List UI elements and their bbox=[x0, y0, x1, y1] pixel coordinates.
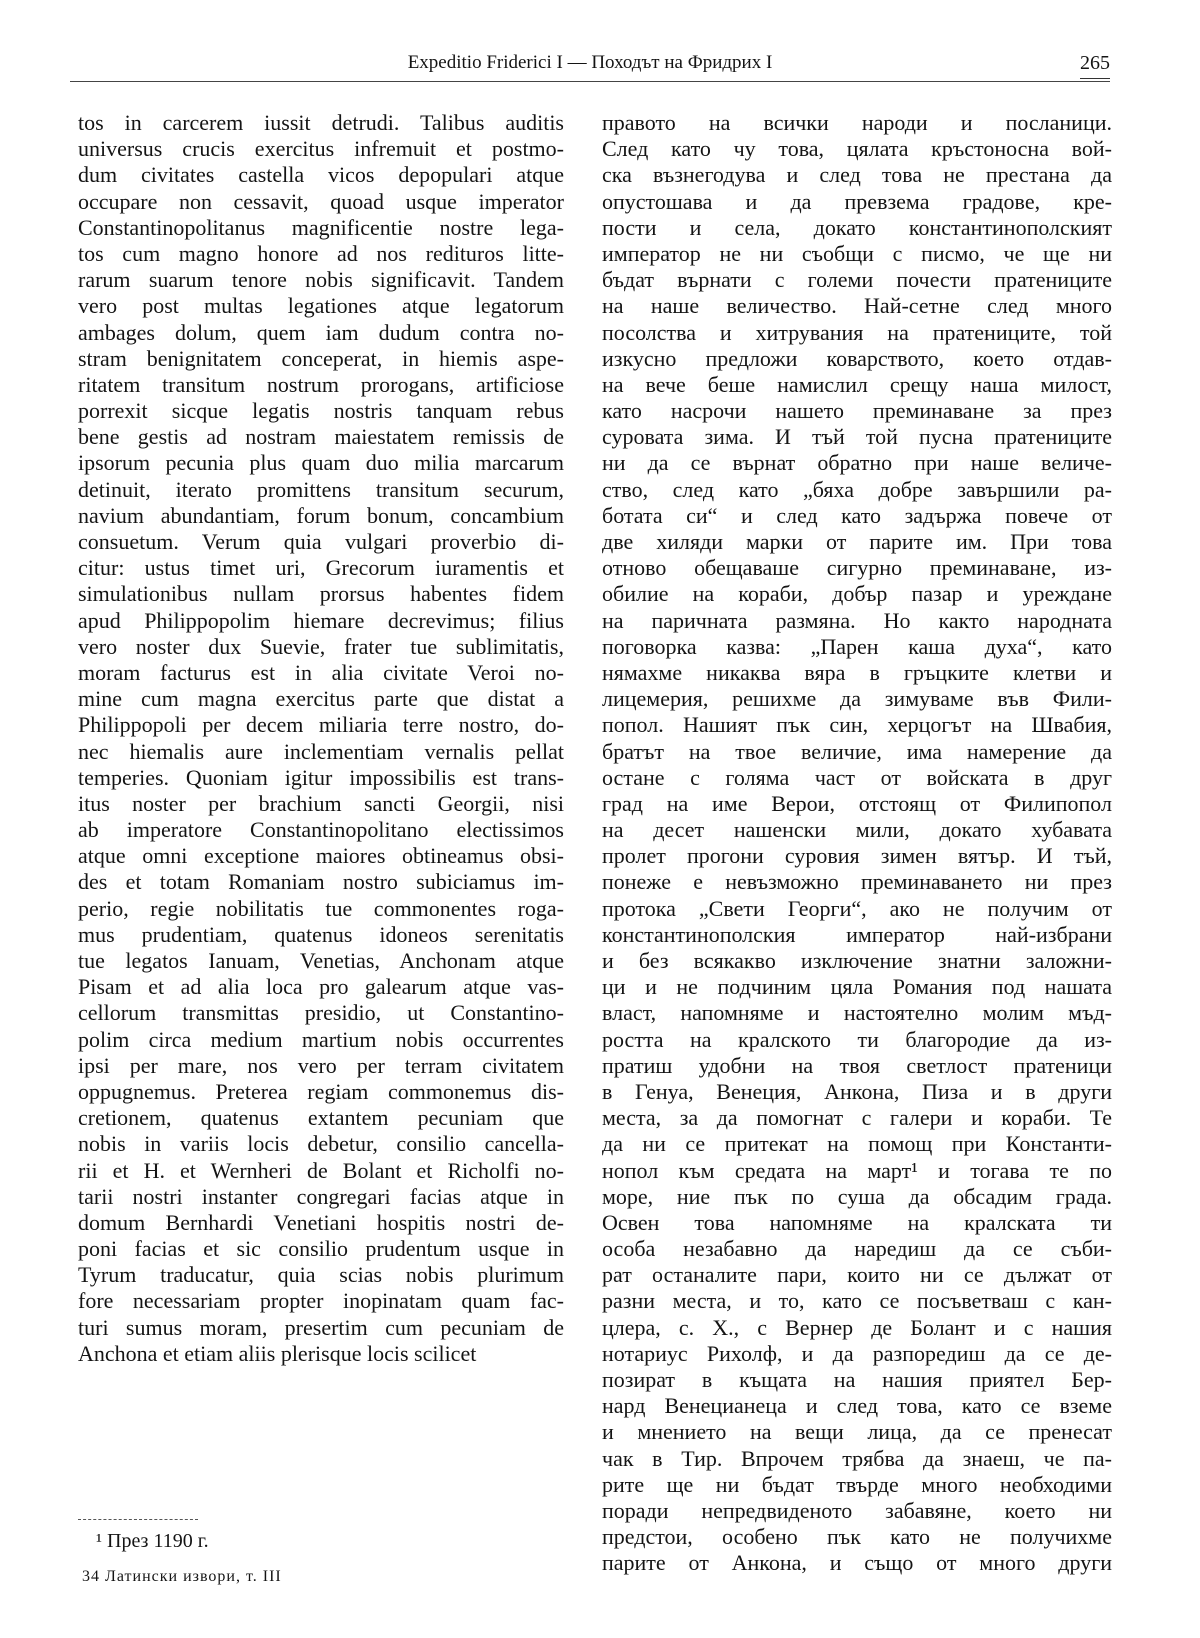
bulgarian-text-line: и мнението на вещи лица, да се пренесат bbox=[602, 1419, 1112, 1445]
latin-text-line: occupare non cessavit, quoad usque imperator bbox=[78, 188, 564, 214]
bulgarian-text-line: власт, напомняме и настоятелно молим мъд- bbox=[602, 1000, 1112, 1026]
bulgarian-text-line: остане с голяма част от войската в друг bbox=[602, 764, 1112, 790]
latin-text-column bbox=[78, 110, 564, 1367]
latin-text-line: atque omni exceptione maiores obtineamus obsi- bbox=[78, 843, 564, 869]
latin-text-line: itus noster per brachium sancti Georgii, nisi bbox=[78, 790, 564, 816]
bulgarian-text-line: ска възнегодува и след това не престана да bbox=[602, 162, 1112, 188]
latin-text-line: universus crucis exercitus infremuit et postmo- bbox=[78, 136, 564, 162]
latin-text-line: rarum suarum tenore nobis significavit. Tandem bbox=[78, 267, 564, 293]
latin-text-line: nobis in variis locis debetur, consilio cancella- bbox=[78, 1131, 564, 1157]
latin-text-line: tos in carcerem iussit detrudi. Talibus auditis bbox=[78, 110, 564, 135]
latin-text-line: cretionem, quatenus extantem pecuniam que bbox=[78, 1105, 564, 1131]
bulgarian-text-line: нямахме никаква вяра в гръцките клетви и bbox=[602, 659, 1112, 685]
bulgarian-text-line: на вече беше намислил срещу наша милост, bbox=[602, 371, 1112, 397]
bulgarian-text-line: протока „Свети Георги“, ако не получим от bbox=[602, 895, 1112, 921]
running-title: Expeditio Friderici I — Походът на Фридрих I bbox=[407, 52, 773, 73]
bulgarian-text-line: в Генуа, Венеция, Анкона, Пиза и в други bbox=[602, 1078, 1112, 1104]
bulgarian-text-line: град на име Верои, отстоящ от Филипопол bbox=[602, 790, 1112, 816]
latin-text-line: ritatem transitum nostrum prorogans, artificiose bbox=[78, 371, 564, 397]
latin-text-line: nec hiemalis aure inclementiam vernalis pellat bbox=[78, 738, 564, 764]
latin-text-line: tos cum magno honore ad nos redituros litte- bbox=[78, 240, 564, 266]
bulgarian-text-line: позират в къщата на нашия приятел Бер- bbox=[602, 1367, 1112, 1392]
bulgarian-text-line: ботата си“ и след като задържа повече от bbox=[602, 502, 1112, 528]
latin-text-line: poni facias et sic consilio prudentum usque in bbox=[78, 1236, 564, 1262]
latin-text-line: tarii nostri instanter congregari facias atque in bbox=[78, 1183, 564, 1209]
latin-text-line: ab imperatore Constantinopolitano electissimos bbox=[78, 817, 564, 843]
bulgarian-text-line: братът на твое величие, има намерение да bbox=[602, 738, 1112, 764]
bulgarian-text-line: да ни се притекат на помощ при Константи- bbox=[602, 1131, 1112, 1157]
bulgarian-text-line: понеже е невъзможно преминаването ни през bbox=[602, 869, 1112, 895]
bulgarian-text-line: и без всякакво изключение знатни заложни- bbox=[602, 948, 1112, 973]
bulgarian-text-line: посолства и хитрувания на пратениците, той bbox=[602, 319, 1112, 345]
latin-text-line: des et totam Romaniam nostro subiciamus im- bbox=[78, 869, 564, 895]
bulgarian-text-line: на десет нашенски мили, докато хубавата bbox=[602, 817, 1112, 843]
bulgarian-text-line: ци и не подчиним цяла Романия под нашата bbox=[602, 974, 1112, 1000]
footnote-rule bbox=[78, 1519, 198, 1520]
latin-text-line: ipsorum pecunia plus quam duo milia marcarum bbox=[78, 450, 564, 476]
bulgarian-text-line: море, ние пък по суша да обсадим града. bbox=[602, 1183, 1112, 1209]
latin-text-line: simulationibus nullam prorsus habentes fidem bbox=[78, 581, 564, 607]
bulgarian-text-line: нард Венецианеца и след това, като се вземе bbox=[602, 1393, 1112, 1419]
bulgarian-text-line: като насрочи нашето преминаване за през bbox=[602, 398, 1112, 424]
latin-text-line: Pisam et ad alia loca pro galearum atque vas- bbox=[78, 974, 564, 1000]
latin-text-line: turi sumus moram, presertim cum pecuniam de bbox=[78, 1314, 564, 1340]
latin-text-line: tue legatos Ianuam, Venetias, Anchonam atque bbox=[78, 948, 564, 973]
bulgarian-text-line: изкусно предложи коварството, което отдав- bbox=[602, 345, 1112, 371]
bulgarian-text-line: константинополския император най-избрани bbox=[602, 921, 1112, 947]
latin-text-line: temperies. Quoniam igitur impossibilis est trans- bbox=[78, 764, 564, 790]
bulgarian-text-line: рите ще ни бъдат твърде много необходими bbox=[602, 1471, 1112, 1497]
latin-text-line: navium abundantiam, forum bonum, concambium bbox=[78, 502, 564, 528]
bulgarian-text-line: пратиш удобни на твоя светлост пратеници bbox=[602, 1052, 1112, 1078]
bulgarian-text-line: особа незабавно да наредиш да се съби- bbox=[602, 1236, 1112, 1262]
latin-text-line: citur: ustus timet uri, Grecorum iuramentis et bbox=[78, 555, 564, 581]
latin-text-line: rii et H. et Wernheri de Bolant et Richolfi no- bbox=[78, 1157, 564, 1183]
bulgarian-text-line: суровата зима. И тъй той пусна пратениците bbox=[602, 424, 1112, 450]
bulgarian-text-line: ни да се върнат обратно при наше величе- bbox=[602, 450, 1112, 476]
bulgarian-text-line: обилие на кораби, добър пазар и уреждане bbox=[602, 581, 1112, 607]
bulgarian-text-line: ростта на кралското ти благородие да из- bbox=[602, 1026, 1112, 1052]
bulgarian-text-line: бъдат върнати с големи почести пратениците bbox=[602, 267, 1112, 293]
latin-text-line: oppugnemus. Preterea regiam commonemus dis- bbox=[78, 1078, 564, 1104]
bulgarian-text-line: цлера, с. Х., с Вернер де Болант и с нашия bbox=[602, 1314, 1112, 1340]
bulgarian-text-line: Освен това напомняме на кралската ти bbox=[602, 1209, 1112, 1235]
bulgarian-text-line: на наше величество. Най-сетне след много bbox=[602, 293, 1112, 319]
footnote: ¹ През 1190 г. bbox=[96, 1530, 209, 1552]
latin-text-line: detinuit, iterato promittens transitum securum, bbox=[78, 476, 564, 502]
latin-text-line: vero noster dux Suevie, frater tue sublimitatis, bbox=[78, 633, 564, 659]
bulgarian-text-line: поради непредвиденото забавяне, което ни bbox=[602, 1497, 1112, 1523]
latin-text-line: ipsi per mare, nos vero per terram civitatem bbox=[78, 1052, 564, 1078]
latin-text-line: Tyrum traducatur, quia scias nobis plurimum bbox=[78, 1262, 564, 1288]
bulgarian-text-line: чак в Тир. Впрочем трябва да знаеш, че па- bbox=[602, 1445, 1112, 1471]
running-header bbox=[70, 48, 1110, 78]
bulgarian-text-line: лицемерия, решихме да зимуваме във Фили- bbox=[602, 686, 1112, 712]
bulgarian-text-line: нотариус Рихолф, и да разпоредиш да се де- bbox=[602, 1340, 1112, 1366]
bulgarian-text-line: поговорка казва: „Парен каша духа“, като bbox=[602, 633, 1112, 659]
latin-text-line: apud Philippopolim hiemare decrevimus; filius bbox=[78, 607, 564, 633]
latin-text-line: ambages dolum, quem iam dudum contra no- bbox=[78, 319, 564, 345]
latin-text-line: dum civitates castella vicos depopulari atque bbox=[78, 162, 564, 188]
latin-text-line: polim circa medium martium nobis occurrentes bbox=[78, 1026, 564, 1052]
page-number: 265 bbox=[1080, 48, 1110, 79]
latin-text-line: cellorum transmittas presidio, ut Constantino- bbox=[78, 1000, 564, 1026]
latin-text-line: stram benignitatem conceperat, in hiemis aspe- bbox=[78, 345, 564, 371]
printer-signature: 34 Латински извори, т. III bbox=[82, 1568, 282, 1585]
latin-text-line: bene gestis ad nostram maiestatem remissis de bbox=[78, 424, 564, 450]
bulgarian-text-column bbox=[602, 110, 1112, 1577]
latin-text-line: moram facturus est in alia civitate Veroi no- bbox=[78, 659, 564, 685]
latin-text-line: consuetum. Verum quia vulgari proverbio di- bbox=[78, 529, 564, 554]
bulgarian-text-line: парите от Анкона, и също от много други bbox=[602, 1550, 1112, 1576]
latin-text-line: domum Bernhardi Venetiani hospitis nostri de- bbox=[78, 1209, 564, 1235]
bulgarian-text-line: ство, след като „бяха добре завършили ра- bbox=[602, 476, 1112, 502]
latin-text-line: porrexit sicque legatis nostris tanquam rebus bbox=[78, 398, 564, 424]
bulgarian-text-line: нопол към средата на март¹ и тогава те по bbox=[602, 1157, 1112, 1183]
header-rule bbox=[70, 81, 1110, 82]
latin-text-line: mus prudentiam, quatenus idoneos serenitatis bbox=[78, 921, 564, 947]
bulgarian-text-line: места, за да помогнат с галери и кораби. Те bbox=[602, 1105, 1112, 1131]
latin-text-line: Constantinopolitanus magnificentie nostre lega- bbox=[78, 214, 564, 240]
bulgarian-text-line: рат останалите пари, които ни се дължат от bbox=[602, 1262, 1112, 1288]
bulgarian-text-line: отново обещаваше сигурно преминаване, из- bbox=[602, 555, 1112, 581]
bulgarian-text-line: пости и села, докато константинополският bbox=[602, 214, 1112, 240]
latin-text-line: vero post multas legationes atque legatorum bbox=[78, 293, 564, 319]
bulgarian-text-line: император не ни съобщи с писмо, че ще ни bbox=[602, 240, 1112, 266]
bulgarian-text-line: предстои, особено пък като не получихме bbox=[602, 1524, 1112, 1550]
bulgarian-text-line: на паричната размяна. Но както народната bbox=[602, 607, 1112, 633]
bulgarian-text-line: След като чу това, цялата кръстоносна вой- bbox=[602, 136, 1112, 162]
latin-text-line: fore necessariam propter inopinatam quam fac- bbox=[78, 1288, 564, 1314]
latin-text-line: Philippopoli per decem miliaria terre nostro, do- bbox=[78, 712, 564, 738]
bulgarian-text-line: правото на всички народи и посланици. bbox=[602, 110, 1112, 135]
bulgarian-text-line: пролет прогони суровия зимен вятър. И тъй, bbox=[602, 843, 1112, 869]
latin-text-line: perio, regie nobilitatis tue commonentes roga- bbox=[78, 895, 564, 921]
bulgarian-text-line: разни места, и то, като се посъветваш с кан- bbox=[602, 1288, 1112, 1314]
bulgarian-text-line: две хиляди марки от парите им. При това bbox=[602, 529, 1112, 554]
latin-text-line: Anchona et etiam aliis plerisque locis scilicet bbox=[78, 1340, 477, 1366]
bulgarian-text-line: попол. Нашият пък син, херцогът на Швабия, bbox=[602, 712, 1112, 738]
latin-text-line: mine cum magna exercitus parte que distat a bbox=[78, 686, 564, 712]
bulgarian-text-line: опустошава и да превзема градове, кре- bbox=[602, 188, 1112, 214]
